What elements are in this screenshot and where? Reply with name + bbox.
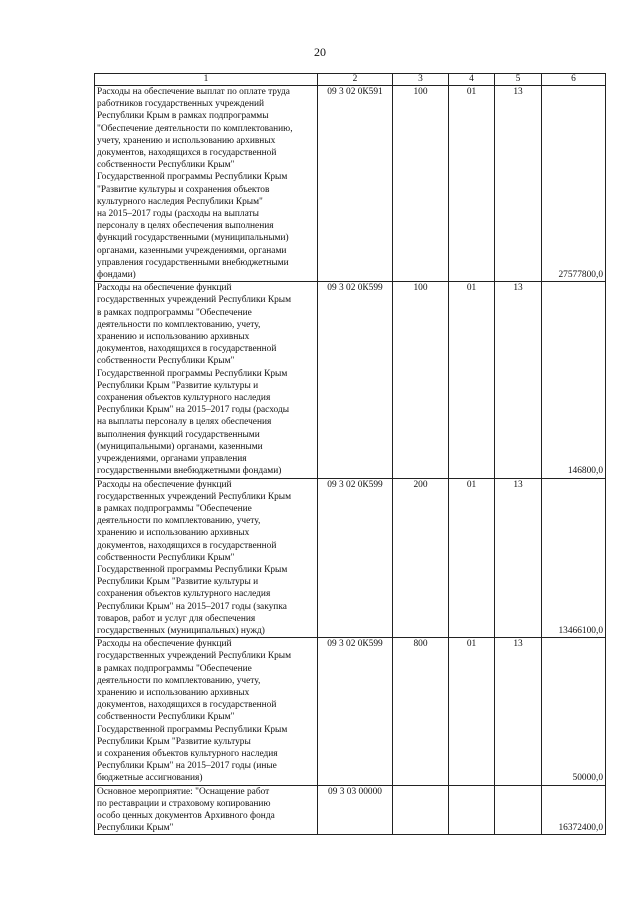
page-number: 20 xyxy=(314,45,326,59)
subsection-code: 13 xyxy=(495,282,542,478)
section-code: 01 xyxy=(449,86,495,282)
target-article-code: 09 3 02 0К599 xyxy=(318,282,393,478)
amount: 16372400,0 xyxy=(542,785,606,835)
expense-type-code: 200 xyxy=(393,478,449,638)
amount: 50000,0 xyxy=(542,638,606,785)
subsection-code: 13 xyxy=(495,638,542,785)
target-article-code: 09 3 03 00000 xyxy=(318,785,393,835)
target-article-code: 09 3 02 0К599 xyxy=(318,478,393,638)
amount: 146800,0 xyxy=(542,282,606,478)
column-header: 1 xyxy=(95,74,318,86)
table-row xyxy=(95,785,606,835)
budget-table xyxy=(94,73,606,835)
expense-description: Расходы на обеспечение функций государственных учреждений Республики Крым в рамках подпрограммы "Обеспечение деятельности по комплектованию, учету, хранению и использованию архивных документов, находящихся в государственной собственности Республики Крым" Государственной программы Республики Крым Республики Крым "Развитие культуры и сохранения объектов культурного наследия Республики Крым" на 2015–2017 годы (иные бюджетные ассигнования) xyxy=(95,638,318,785)
table-row xyxy=(95,638,606,785)
column-header: 4 xyxy=(449,74,495,86)
target-article-code: 09 3 02 0К591 xyxy=(318,86,393,282)
expense-type-code: 800 xyxy=(393,638,449,785)
section-code: 01 xyxy=(449,638,495,785)
amount: 27577800,0 xyxy=(542,86,606,282)
expense-type-code: 100 xyxy=(393,282,449,478)
table-row xyxy=(95,282,606,478)
column-header: 2 xyxy=(318,74,393,86)
subsection-code: 13 xyxy=(495,478,542,638)
column-header: 3 xyxy=(393,74,449,86)
table-header-row xyxy=(95,74,606,86)
column-header: 5 xyxy=(495,74,542,86)
target-article-code: 09 3 02 0К599 xyxy=(318,638,393,785)
table-row xyxy=(95,478,606,638)
subsection-code: 13 xyxy=(495,86,542,282)
expense-description: Основное мероприятие: "Оснащение работ по реставрации и страховому копированию особо ценных документов Архивного фонда Республики Крым" xyxy=(95,785,318,835)
column-header: 6 xyxy=(542,74,606,86)
expense-description: Расходы на обеспечение выплат по оплате труда работников государственных учреждений Республики Крым в рамках подпрограммы "Обеспечение деятельности по комплектованию, учету, хранению и использованию архивных документов, находящихся в государственной собственности Республики Крым" Государственной программы Республики Крым "Развитие культуры и сохранения объектов культурного наследия Республики Крым" на 2015–2017 годы (расходы на выплаты персоналу в целях обеспечения выполнения функций государственными (муниципальными) органами, казенными учреждениями, органами управления государственными внебюджетными фондами) xyxy=(95,86,318,282)
expense-type-code: 100 xyxy=(393,86,449,282)
expense-description: Расходы на обеспечение функций государственных учреждений Республики Крым в рамках подпрограммы "Обеспечение деятельности по комплектованию, учету, хранению и использованию архивных документов, находящихся в государственной собственности Республики Крым" Государственной программы Республики Крым Республики Крым "Развитие культуры и сохранения объектов культурного наследия Республики Крым" на 2015–2017 годы (закупка товаров, работ и услуг для обеспечения государственных (муниципальных) нужд) xyxy=(95,478,318,638)
expense-type-code xyxy=(393,785,449,835)
table-row xyxy=(95,86,606,282)
subsection-code xyxy=(495,785,542,835)
amount: 13466100,0 xyxy=(542,478,606,638)
section-code: 01 xyxy=(449,478,495,638)
expense-description: Расходы на обеспечение функций государственных учреждений Республики Крым в рамках подпрограммы "Обеспечение деятельности по комплектованию, учету, хранению и использованию архивных документов, находящихся в государственной собственности Республики Крым" Государственной программы Республики Крым Республики Крым "Развитие культуры и сохранения объектов культурного наследия Республики Крым" на 2015–2017 годы (расходы на выплаты персоналу в целях обеспечения выполнения функций государственными (муниципальными) органами, казенными учреждениями, органами управления государственными внебюджетными фондами) xyxy=(95,282,318,478)
section-code xyxy=(449,785,495,835)
section-code: 01 xyxy=(449,282,495,478)
